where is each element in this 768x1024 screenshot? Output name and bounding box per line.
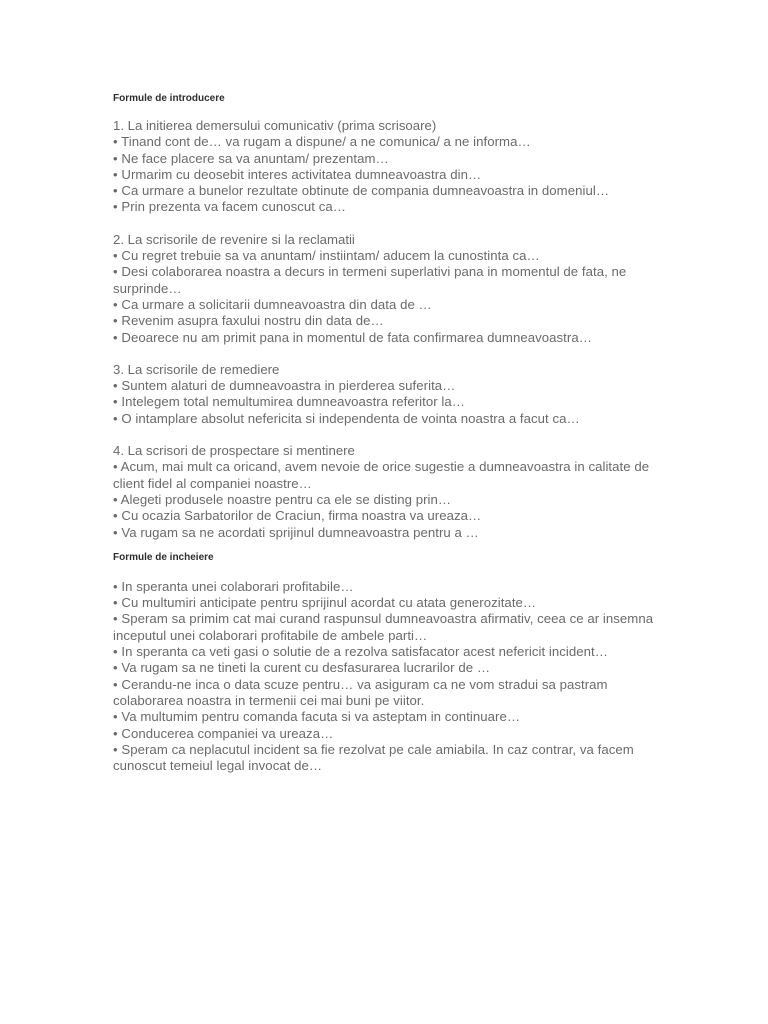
list-item: • Revenim asupra faxului nostru din data de…	[113, 313, 384, 329]
list-item: • Va rugam sa ne acordati sprijinul dumneavoastra pentru a …	[113, 524, 479, 540]
list-item: • Speram sa primim cat mai curand raspunsul dumneavoastra afirmativ, ceea ce ar insemna inceputul unei colaborari profitabile de ambele parti…	[113, 611, 657, 643]
section-remediere	[113, 362, 673, 427]
section-title: 2. La scrisorile de revenire si la reclamatii	[113, 231, 355, 247]
list-item: • Ca urmare a bunelor rezultate obtinute de compania dumneavoastra in domeniul…	[113, 183, 610, 199]
list-item: • Va rugam sa ne tineti la curent cu desfasurarea lucrarilor de …	[113, 660, 491, 676]
list-item: • Acum, mai mult ca oricand, avem nevoie de orice sugestie a dumneavoastra in calitate de client fidel al companiei noastre…	[113, 459, 653, 491]
closing-heading: Formule de incheiere	[113, 551, 214, 563]
list-item: • O intamplare absolut nefericita si independenta de vointa noastra a facut ca…	[113, 410, 580, 426]
list-item: • Intelegem total nemultumirea dumneavoastra referitor la…	[113, 394, 466, 410]
list-item: • Va multumim pentru comanda facuta si va asteptam in continuare…	[113, 709, 521, 725]
list-item: • Prin prezenta va facem cunoscut ca…	[113, 199, 346, 215]
list-item: • Ne face placere sa va anuntam/ prezentam…	[113, 150, 389, 166]
list-item: • Tinand cont de… va rugam a dispune/ a ne comunica/ a ne informa…	[113, 134, 531, 150]
list-item: • Conducerea companiei va ureaza…	[113, 725, 334, 741]
list-item: • Cerandu-ne inca o data scuze pentru… va asiguram ca ne vom stradui sa pastram colaborarea noastra in termenii cei mai buni pe viitor.	[113, 676, 612, 708]
section-revenire	[113, 232, 673, 346]
list-item: • Alegeti produsele noastre pentru ca ele se disting prin…	[113, 491, 452, 507]
section-title: 3. La scrisorile de remediere	[113, 361, 280, 377]
intro-heading: Formule de introducere	[113, 93, 225, 104]
closing-list	[113, 579, 673, 775]
section-title: 1. La initierea demersului comunicativ (prima scrisoare)	[113, 118, 437, 133]
list-item: • Ca urmare a solicitarii dumneavoastra din data de …	[113, 296, 432, 312]
section-initiation	[113, 118, 673, 216]
list-item: • Cu regret trebuie sa va anuntam/ instiintam/ aducem la cunostinta ca…	[113, 248, 540, 264]
intro-sections	[113, 118, 673, 541]
list-item: • Suntem alaturi de dumneavoastra in pierderea suferita…	[113, 378, 456, 394]
list-item: • Desi colaborarea noastra a decurs in termeni superlativi pana in momentul de fata, ne surprinde…	[113, 264, 631, 296]
list-item: • Deoarece nu am primit pana in momentul de fata confirmarea dumneavoastra…	[113, 329, 592, 345]
document-page	[113, 92, 673, 774]
section-prospectare	[113, 443, 673, 541]
list-item: • Cu multumiri anticipate pentru sprijinul acordat cu atata generozitate…	[113, 595, 537, 611]
list-item: • In speranta ca veti gasi o solutie de a rezolva satisfacator acest nefericit incident…	[113, 644, 609, 660]
list-item: • Cu ocazia Sarbatorilor de Craciun, firma noastra va ureaza…	[113, 508, 482, 524]
list-item: • In speranta unei colaborari profitabile…	[113, 578, 354, 594]
section-title: 4. La scrisori de prospectare si mentinere	[113, 443, 355, 459]
list-item: • Speram ca neplacutul incident sa fie rezolvat pe cale amiabila. In caz contrar, va facem cunoscut temeiul legal invocat de…	[113, 741, 638, 774]
list-item: • Urmarim cu deosebit interes activitatea dumneavoastra din…	[113, 166, 482, 182]
